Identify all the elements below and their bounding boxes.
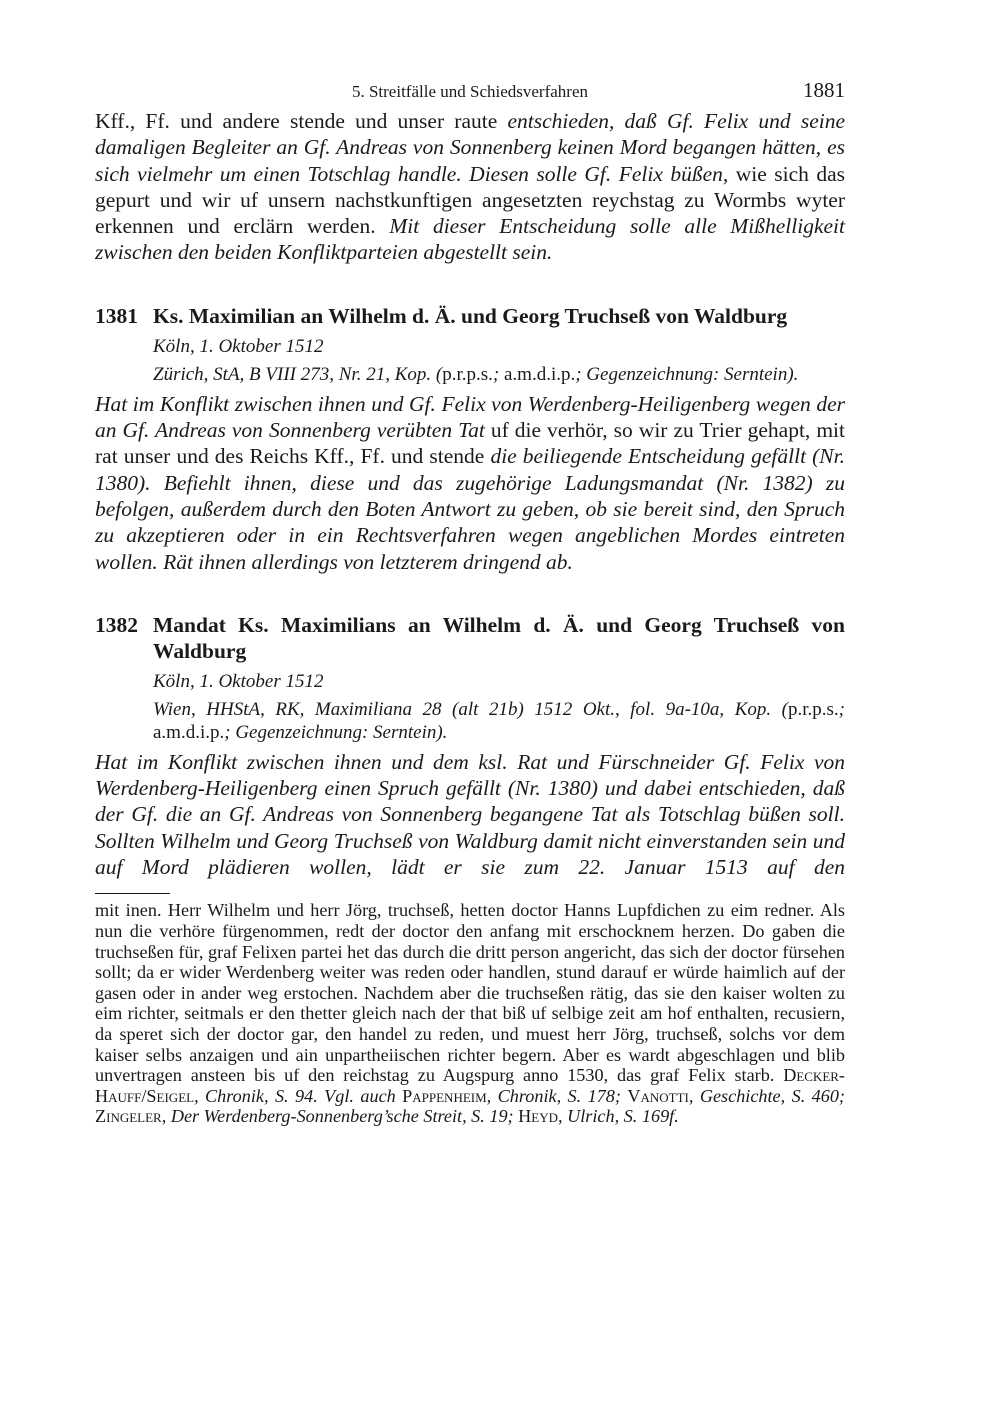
text-run: ; Gegenzeichnung: Serntein). [224, 721, 448, 743]
entry-heading [95, 303, 845, 329]
text-run: Hat im Konflikt zwischen ihnen und dem ksl. Rat und Fürschneider Gf. Felix von Werdenberg-Heiligenberg einen Spruch gefällt (Nr. 1380) und dabei entschieden, daß der Gf. die an Gf. Andreas von Sonnenberg begangene Tat als Totschlag büßen soll. Sollten Wilhelm und Georg Truchseß von Waldburg damit nicht einverstanden sein und auf Mord plädieren wollen, lädt er sie zum 22. Januar 1513 auf den [95, 749, 845, 880]
text-run: , Geschichte, S. 460; [688, 1085, 845, 1106]
text-run: wie sich das gepurt und wir uf unsern nachstkunftigen angesetzten reychstag zu Wormbs wyter erkennen und erclärn werden. [95, 161, 845, 239]
entry-date: Köln, 1. Oktober 1512 [153, 335, 324, 357]
text-run: , Chronik, S. 178; [486, 1085, 628, 1106]
entry-1381 [95, 303, 845, 575]
text-run: ; [838, 698, 845, 720]
author-name: Heyd [518, 1106, 559, 1127]
text-run: Mit dieser Entscheidung solle alle Mißhelligkeit zwischen den beiden Konfliktparteien abgestellt sein. [95, 214, 846, 265]
text-run: entschieden, daß Gf. Felix und seine damaligen Begleiter an Gf. Andreas von Sonnenberg keinen Mord begangen hätten, es sich vielmehr um einen Totschlag handle. Diesen solle Gf. Felix büßen, [95, 109, 846, 186]
entry-heading [95, 612, 845, 664]
text-run: a.m.d.i.p. [153, 721, 225, 743]
text-run: uf die verhör, so wir zu Trier gehapt, mit rat unser und des Reichs Kff., Ff. und stende [95, 418, 845, 469]
text-run: mit inen. Herr Wilhelm und herr Jörg, truchseß, hetten doctor Hanns Lupfdichen zu eim redner. Als nun die verhöre fürgenommen, redt der doctor den anfang mit erschocknem herzen. Do gaben die truchseßen für, graf Felixen partei het das durch die dritt person angericht, das sich der doctor fürsehen sollt; da er wider Werdenberg weiter was reden oder handlen, stund darauf er würde haimlich auf der gasen oder in ander weg erstochen. Nachdem aber die truchseßen rätig, das sie den kaiser wolten zu eim richter, seitmals er den thetter gleich nach der that biß uf selbige zeit am hof enthalten, recusiern, da speret sich der doctor gar, den handel zu reden, und muest herr Jörg, truchseß, solchs vor dem kaiser selbs anzaigen und ain unpartheiischen richter begern. Aber es wardt abgeschlagen und blib unvertragen ansteen bis uf den reichstag zu Augspurg anno 1530, das graf Felix starb. [95, 900, 845, 1086]
text-run: Wien, HHStA, RK, Maximiliana 28 (alt 21b) 1512 Okt., fol. 9a-10a, Kop. ( [153, 698, 788, 720]
page-header [95, 78, 845, 108]
text-run: a.m.d.i.p. [503, 363, 576, 385]
entry-title: Mandat Ks. Maximilians an Wilhelm d. Ä. und Georg Truchseß von Waldburg [153, 612, 845, 663]
text-run: p.r.p.s. [787, 698, 839, 720]
text-run: ; [492, 363, 504, 385]
entry-1382 [95, 612, 845, 880]
entry-source [153, 698, 845, 744]
author-name: Vanotti [627, 1085, 689, 1106]
author-name: Decker-Hauff/Seigel [95, 1065, 845, 1106]
text-run: Zürich, StA, B VIII 273, Nr. 21, Kop. ( [153, 363, 443, 385]
entry-source [153, 363, 845, 386]
text-run: die beiliegende Entscheidung gefällt (Nr. 1380). Befiehlt ihnen, diese und das zugehörige Ladungsmandat (Nr. 1382) zu befolgen, außerdem durch den Boten Antwort zu geben, ob sie bereit sind, den Spruch zu akzeptieren oder in ein Rechtsverfahren wegen angeblichen Mordes eintreten wollen. Rät ihnen allerdings von letzterem dringend ab. [95, 444, 846, 574]
running-title: 5. Streitfälle und Schiedsverfahren [351, 82, 589, 101]
entry-number: 1382 [95, 612, 138, 637]
entry-date: Köln, 1. Oktober 1512 [153, 670, 324, 692]
author-name: Pappenheim [402, 1085, 487, 1106]
text-run: Hat im Konflikt zwischen ihnen und Gf. Felix von Werdenberg-Heiligenberg wegen der an Gf. Andreas von Sonnenberg verübten Tat [95, 391, 845, 443]
entry-text [95, 749, 845, 880]
text-run: , Ulrich, S. 169f. [558, 1106, 679, 1127]
text-run: ; Gegenzeichnung: Serntein). [575, 363, 799, 385]
document-page [95, 78, 845, 1127]
footnote-rule [95, 893, 170, 894]
entry-number: 1381 [95, 303, 138, 328]
text-run: Kff., Ff. und andere stende und unser raute [95, 109, 508, 133]
entry-text [95, 391, 845, 575]
text-run: p.r.p.s. [442, 363, 493, 385]
author-name: Zingeler [95, 1106, 162, 1127]
footnote [95, 900, 845, 1127]
entry-title: Ks. Maximilian an Wilhelm d. Ä. und Georg Truchseß von Waldburg [153, 303, 788, 328]
intro-paragraph [95, 108, 845, 266]
page-number: 1881 [803, 78, 845, 102]
text-run: , Chronik, S. 94. Vgl. auch [194, 1085, 403, 1106]
text-run: , Der Werdenberg-Sonnenberg’sche Streit, S. 19; [161, 1106, 519, 1127]
